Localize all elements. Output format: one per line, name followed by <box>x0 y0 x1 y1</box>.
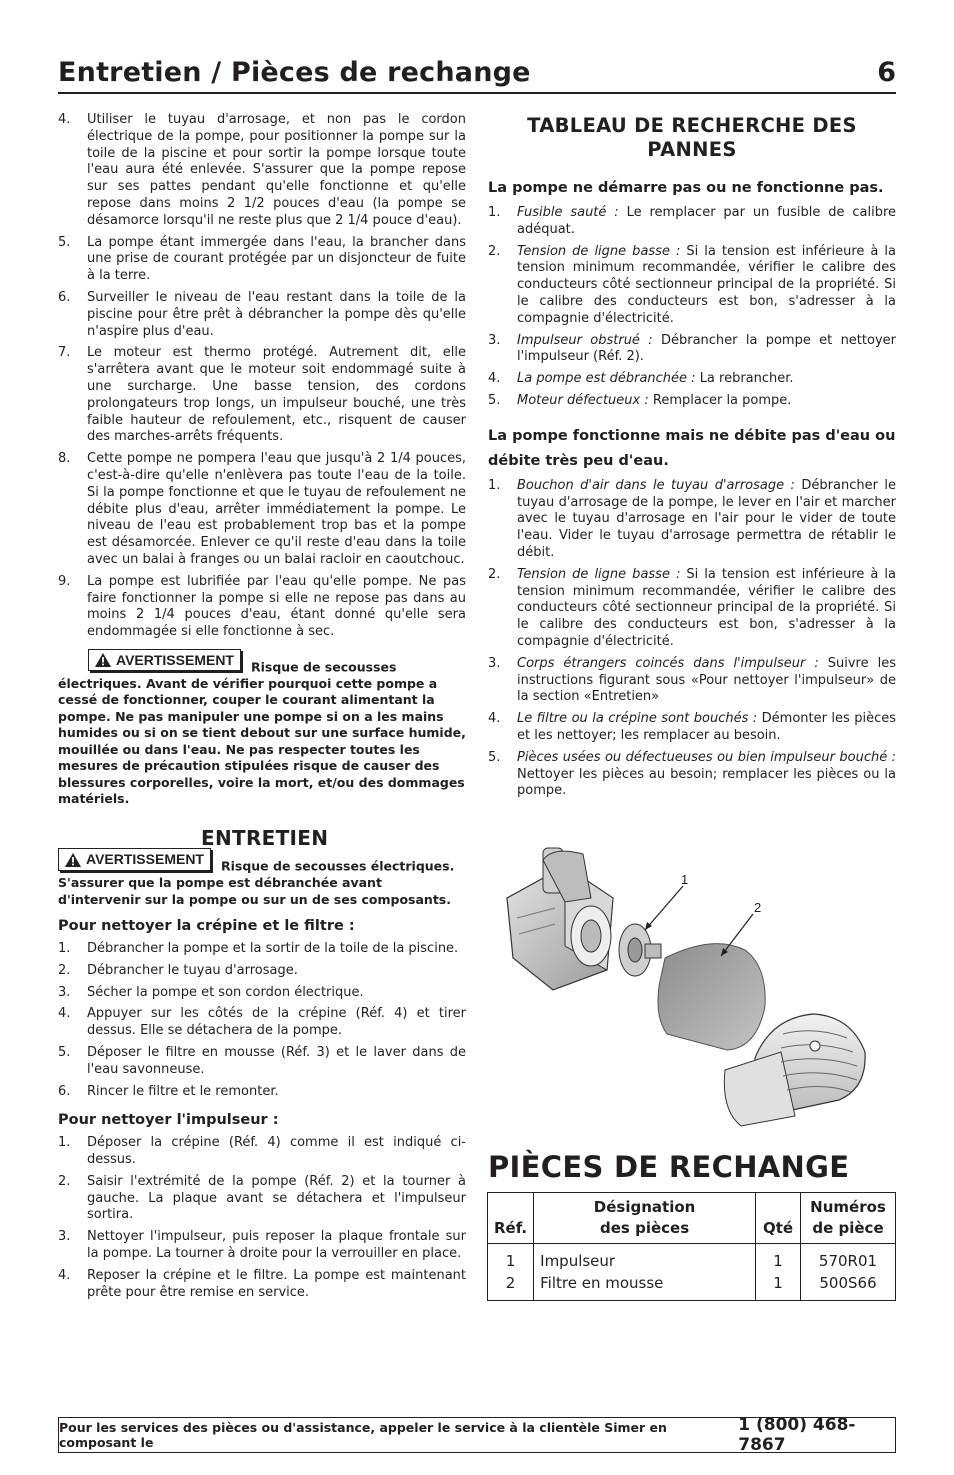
list-item: 5. Déposer le filtre en mousse (Réf. 3) et le laver dans de l'eau savonneuse. <box>58 1044 466 1077</box>
list-item: 6. Rincer le filtre et le remonter. <box>58 1083 279 1099</box>
list-item: 3. Corps étrangers coincés dans l'impulseur : Suivre les instructions figurant sous «Pour nettoyer l'impulseur» de la section «Entretien» <box>488 655 896 705</box>
list-item: 4. Reposer la crépine et le filtre. La pompe est maintenant prête pour être remise en service. <box>58 1267 466 1300</box>
warning-notice <box>58 653 466 808</box>
list-item: 1. Débrancher la pompe et la sortir de la toile de la piscine. <box>58 941 459 956</box>
no-start-heading: La pompe ne démarre pas ou ne fonctionne pas. <box>488 180 884 196</box>
warning-text: Risque de secousses électriques. Avant de vérifier pourquoi cette pompe a cessé de fonctionner, couper le courant alimentant la pompe. Ne pas manipuler une pompe si on a les mains humides ou si on se tient debout sur une surface humide, mouillée ou dans l'eau. Ne pas respecter toutes les mesures de précaution stipulées risque de causer des blessures corporelles, voire la mort, et/ou des dommages matériels. <box>58 659 466 807</box>
warning-triangle-icon <box>95 653 111 667</box>
list-item: 8. Cette pompe ne pompera l'eau que jusqu'à 2 1/4 pouces, c'est-à-dire qu'elle n'enlèvera pas toute l'eau de la toile. Si la pompe fonctionne et que le tuyau de refoulement ne débite plus d'eau, arrêter immédiatement la pompe. Le niveau de l'eau est probablement trop bas et la pompe est désamorcée. Enlever ce qu'il reste d'eau dans la toile avec un balai à franges ou un balai racloir en caoutchouc. <box>58 451 466 567</box>
troubleshooting-heading: TABLEAU DE RECHERCHE DES PANNES <box>527 114 857 161</box>
list-item: 1. Bouchon d'air dans le tuyau d'arrosage : Débrancher le tuyau d'arrosage de la pompe, le lever en l'air et marcher avec le tuyau d'arrosage en l'air pour le vider de toute l'eau. Vider le tuyau d'arrosage permettra de rétablir le débit. <box>488 477 896 560</box>
callout-1: 1 <box>681 872 689 887</box>
motor-housing <box>507 848 613 990</box>
filter-cleaning-heading: Pour nettoyer la crépine et le filtre : <box>58 918 355 935</box>
left-column <box>58 112 466 1306</box>
callout-line-1 <box>645 886 683 930</box>
low-flow-heading: La pompe fonctionne mais ne débite pas d'eau ou débite très peu d'eau. <box>488 427 896 469</box>
list-item: 5. La pompe étant immergée dans l'eau, la brancher dans une prise de courant protégée par un disjoncteur de fuite à la terre. <box>58 234 466 284</box>
list-item: 2. Tension de ligne basse : Si la tension est inférieure à la tension minimum recommandée, vérifier le calibre des conducteurs côté sectionneur principal de la propriété. Si le calibre des conducteurs est bon, s'adresser à la compagnie d'électricité. <box>488 566 896 649</box>
list-item: 4. Utiliser le tuyau d'arrosage, et non pas le cordon électrique de la pompe, pour positionner la pompe sur la toile de la piscine et pour sortir la pompe lorsque toute l'eau aura été enlevée. S'assurer que la pompe repose sur ses pattes pendant qu'elle fonctionne et qu'elle repose dans moins 2 1/2 pouces d'eau (la pompe se désamorce lorsqu'il ne reste plus que 2 1/4 pouce d'eau). <box>58 112 466 228</box>
table-row: 1 2 Impulseur Filtre en mousse 1 1 570R01 500S66 <box>488 1244 896 1301</box>
parts-heading: PIÈCES DE RECHANGE <box>488 1150 850 1184</box>
parts-table <box>487 1192 896 1301</box>
list-item: 3. Sécher la pompe et son cordon électrique. <box>58 984 364 1000</box>
support-footer <box>58 1417 896 1453</box>
list-item: 2. Tension de ligne basse : Si la tension est inférieure à la tension minimum recommandée, vérifier le calibre des conducteurs côté sectionneur principal de la propriété. Si le calibre des conducteurs est bon, s'adresser à la compagnie d'électricité. <box>488 243 896 326</box>
right-column <box>488 112 896 805</box>
list-item: 1. Déposer la crépine (Réf. 4) comme il est indiqué ci-dessus. <box>58 1135 466 1167</box>
foam-filter-part <box>658 944 765 1050</box>
list-item: 2. Saisir l'extrémité de la pompe (Réf. 2) et la tourner à gauche. La plaque avant se détachera et l'impulseur sortira. <box>58 1173 466 1223</box>
list-item: 9. La pompe est lubrifiée par l'eau qu'elle pompe. Ne pas faire fonctionner la pompe si elle ne repose pas dans au moins 2 1/4 pouces d'eau, étant donné qu'elle sera endommagée si elle fonctionne à sec. <box>58 573 466 640</box>
list-item: 3. Nettoyer l'impulseur, puis reposer la plaque frontale sur la pompe. La tourner à droite pour la verrouiller en place. <box>58 1229 466 1261</box>
impeller-steps <box>58 1135 466 1301</box>
list-item: 4. Le filtre ou la crépine sont bouchés : Démonter les pièces et les nettoyer; les remplacer au besoin. <box>488 711 897 743</box>
pump-exploded-diagram <box>495 838 885 1128</box>
page-header <box>58 48 896 94</box>
maintenance-warning <box>58 852 466 908</box>
list-item: 1. Fusible sauté : Le remplacer par un fusible de calibre adéquat. <box>488 205 897 237</box>
col-qty: Qté <box>756 1193 801 1244</box>
col-part-number: Numéros de pièce <box>801 1193 896 1244</box>
list-item: 4. Appuyer sur les côtés de la crépine (Réf. 4) et tirer dessus. Elle se détachera de la pompe. <box>58 1006 466 1039</box>
list-item: 6. Surveiller le niveau de l'eau restant dans la toile de la piscine pour être prêt à débrancher la pompe dès qu'elle n'aspire plus d'eau. <box>58 289 466 339</box>
filter-steps <box>58 941 466 1100</box>
col-ref: Réf. <box>488 1193 534 1244</box>
impeller-cleaning-heading: Pour nettoyer l'impulseur : <box>58 1112 279 1129</box>
callout-2: 2 <box>754 900 762 915</box>
col-designation: Désignation des pièces <box>534 1193 756 1244</box>
list-item: 2. Débrancher le tuyau d'arrosage. <box>58 962 298 978</box>
list-item: 5. Moteur défectueux : Remplacer la pompe. <box>488 392 792 408</box>
list-item: 7. Le moteur est thermo protégé. Autrement dit, elle s'arrêtera avant que le moteur soit endommagé suite à une surcharge. Une basse tension, des cordons prolongateurs trop longs, un impulseur bouché, une très faible hauteur de refoulement, etc., risquent de causer des marches-arrêts fréquents. <box>58 345 466 445</box>
impeller-part <box>619 924 661 976</box>
list-item: 3. Impulseur obstrué : Débrancher la pompe et nettoyer l'impulseur (Réf. 2). <box>488 332 896 365</box>
support-phone: 1 (800) 468-7867 <box>738 1415 856 1455</box>
warning-badge: AVERTISSEMENT <box>58 848 211 871</box>
list-item: 4. La pompe est débranchée : La rebrancher. <box>488 371 794 387</box>
no-start-list <box>488 205 896 410</box>
footer-text: Pour les services des pièces ou d'assistance, appeler le service à la clientèle Simer en composant le <box>59 1420 667 1450</box>
maintenance-heading: ENTRETIEN <box>201 825 329 850</box>
procedure-list <box>58 112 466 641</box>
low-flow-list <box>488 478 896 800</box>
page-title: Entretien / Pièces de rechange <box>58 57 531 88</box>
warning-text: Risque de secousses électriques. S'assurer que la pompe est débranchée avant d'intervenir sur la pompe ou sur un de ses composants. <box>58 858 455 907</box>
warning-badge: AVERTISSEMENT <box>88 649 241 672</box>
warning-triangle-icon <box>65 853 81 867</box>
list-item: 5. Pièces usées ou défectueuses ou bien impulseur bouché : Nettoyer les pièces au besoin; remplacer les pièces ou la pompe. <box>488 749 896 799</box>
table-header-row <box>488 1193 896 1244</box>
page-number: 6 <box>877 57 896 88</box>
